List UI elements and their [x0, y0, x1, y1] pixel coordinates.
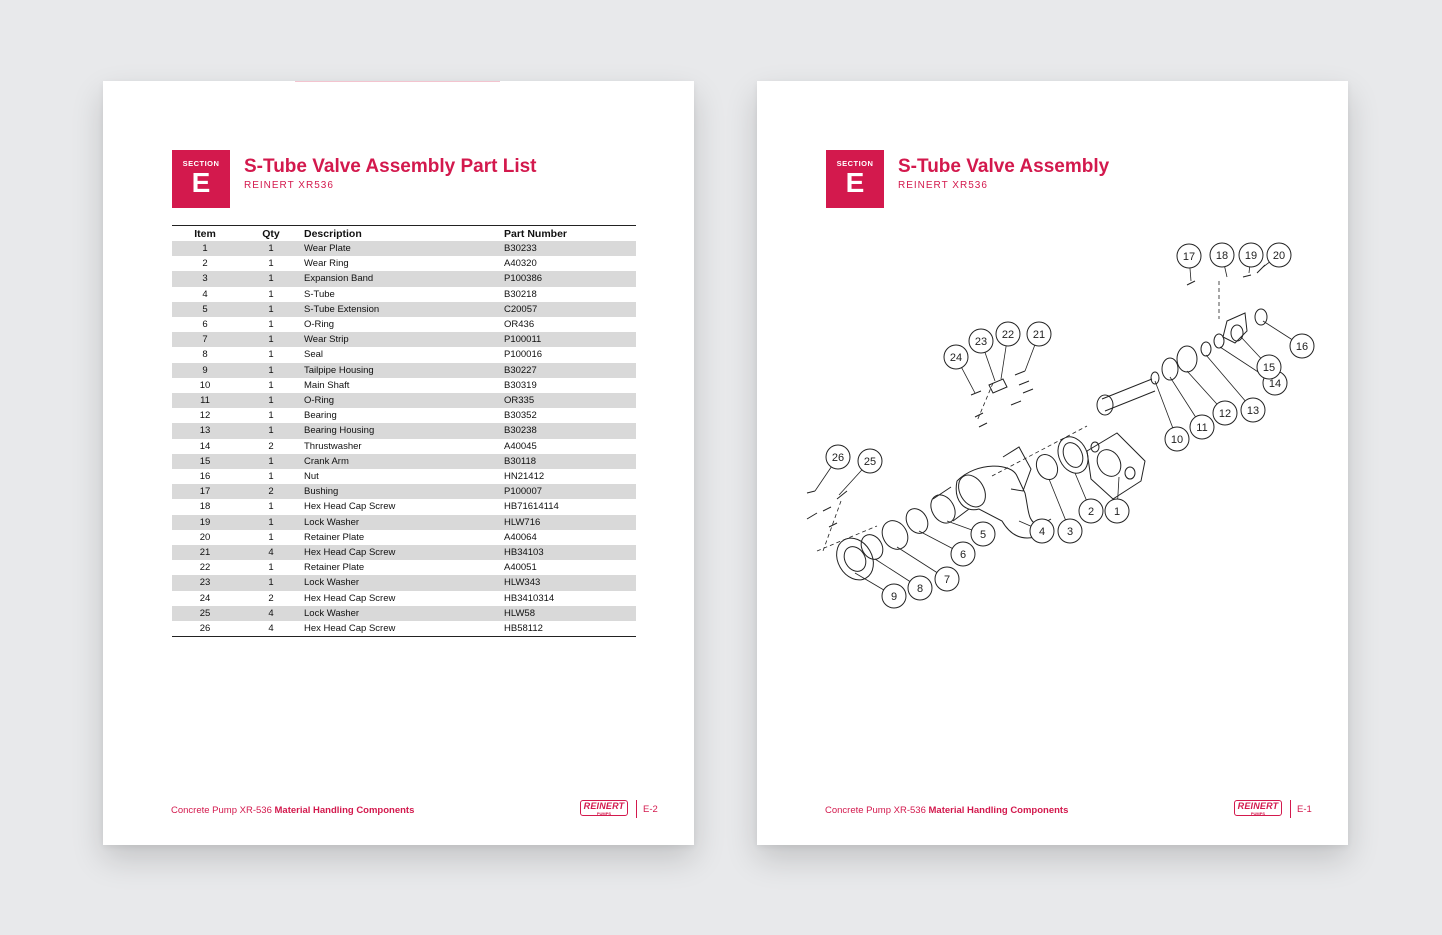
- item-cell: 17: [172, 484, 238, 499]
- footer-bold: Material Handling Components: [274, 805, 415, 816]
- part-number-cell: B30218: [504, 288, 537, 300]
- o-ring-11-shape: [1151, 372, 1159, 384]
- description-cell: Hex Head Cap Screw: [304, 621, 504, 637]
- page-title: S-Tube Valve Assembly: [898, 156, 1110, 177]
- part-number-cell: B30319: [504, 379, 537, 391]
- reinert-logo: [1234, 800, 1282, 816]
- qty-cell: 1: [238, 332, 304, 347]
- logo-text: REINERT: [583, 801, 625, 811]
- item-cell: 21: [172, 545, 238, 560]
- table-row: [172, 469, 636, 484]
- part-number-cell: B30233: [504, 241, 636, 256]
- thrustwasher-shape: [1214, 334, 1224, 348]
- qty-cell: 4: [238, 621, 304, 637]
- hardware-bushing-washers: [1187, 265, 1265, 285]
- part-number-cell: HLW716: [504, 515, 636, 530]
- callout-8: [908, 576, 932, 600]
- exploded-assembly-diagram: [757, 81, 1348, 845]
- callout-number: 15: [1262, 362, 1276, 374]
- callout-11: [1190, 415, 1214, 439]
- column-header-item: Item: [172, 226, 238, 242]
- item-cell: 13: [172, 423, 238, 438]
- description-cell: S-Tube Extension: [304, 302, 504, 317]
- part-number-cell: HLW58: [504, 606, 636, 621]
- footer-bold: Material Handling Components: [928, 805, 1069, 816]
- table-row: [172, 393, 636, 408]
- item-cell: 6: [202, 319, 208, 331]
- callout-17: [1177, 244, 1201, 268]
- description-cell: Thrustwasher: [304, 440, 362, 452]
- part-number-cell: B30227: [504, 363, 636, 378]
- cap-screws-21: [1011, 371, 1033, 405]
- item-cell: 7: [172, 332, 238, 347]
- item-cell: 26: [172, 621, 238, 637]
- qty-cell: 1: [268, 379, 274, 391]
- centerline-shaft: [992, 426, 1087, 476]
- bearing-housing-shape: [1177, 346, 1197, 372]
- section-letter: E: [845, 167, 865, 198]
- qty-cell: 4: [238, 606, 304, 621]
- description-cell: Retainer Plate: [304, 531, 365, 543]
- callout-number: 26: [831, 452, 845, 464]
- callout-10: [1165, 427, 1189, 451]
- part-number-cell: B30352: [504, 410, 537, 422]
- footer-prefix: Concrete Pump XR-536: [825, 805, 929, 816]
- item-cell: 1: [172, 241, 238, 256]
- callout-13: [1241, 398, 1265, 422]
- table-row: [172, 560, 636, 575]
- item-cell: 16: [199, 471, 211, 483]
- qty-cell: 1: [238, 363, 304, 378]
- qty-cell: 1: [238, 454, 304, 469]
- callout-number: 18: [1215, 250, 1229, 262]
- callout-number: 14: [1268, 378, 1282, 390]
- item-cell: 15: [172, 454, 238, 469]
- wear-plate-shape: [1087, 433, 1145, 499]
- part-number-cell: HB71614114: [504, 501, 559, 513]
- table-header-row: [172, 226, 636, 242]
- callout-21: [1027, 322, 1051, 346]
- part-number-cell: A40045: [504, 440, 537, 452]
- callout-19: [1239, 243, 1263, 267]
- item-cell: 19: [172, 515, 238, 530]
- tailpipe-housing-bore: [840, 543, 870, 576]
- table-row: [172, 302, 636, 317]
- column-header-part-number: Part Number: [504, 226, 636, 242]
- main-shaft-shape: [1102, 379, 1155, 411]
- o-ring-6-shape: [902, 505, 932, 538]
- page-part-list: [103, 81, 694, 845]
- qty-cell: 1: [268, 501, 274, 513]
- table-row: [172, 408, 636, 423]
- crank-arm-shape: [1223, 313, 1247, 343]
- callout-7: [935, 567, 959, 591]
- item-cell: 25: [172, 606, 238, 621]
- description-cell: Main Shaft: [304, 379, 350, 391]
- table-row: [172, 363, 636, 378]
- part-number-cell: P100011: [504, 332, 636, 347]
- description-cell: Bushing: [304, 484, 504, 499]
- item-cell: 8: [202, 349, 208, 361]
- footer-prefix: Concrete Pump XR-536: [171, 805, 275, 816]
- description-cell: Lock Washer: [304, 515, 504, 530]
- description-cell: Wear Strip: [304, 332, 504, 347]
- item-cell: 22: [199, 562, 211, 574]
- callout-number: 3: [1066, 526, 1074, 538]
- part-number-cell: C20057: [504, 302, 636, 317]
- column-header-description: Description: [304, 226, 504, 242]
- item-cell: 9: [172, 363, 238, 378]
- callout-number: 22: [1001, 329, 1015, 341]
- qty-cell: 1: [268, 349, 274, 361]
- callout-bubbles: [826, 243, 1314, 608]
- description-cell: O-Ring: [304, 319, 335, 331]
- callout-22: [996, 322, 1020, 346]
- callout-number: 23: [974, 336, 988, 348]
- callout-9: [882, 584, 906, 608]
- column-header-qty: Qty: [238, 226, 304, 242]
- crank-arm-hole: [1231, 325, 1243, 341]
- qty-cell: 1: [268, 562, 274, 574]
- callout-number: 1: [1113, 506, 1121, 518]
- footer-text: [171, 805, 414, 816]
- table-row: [172, 332, 636, 347]
- callout-6: [951, 542, 975, 566]
- table-row: [172, 530, 636, 545]
- callout-5: [971, 522, 995, 546]
- description-cell: Bearing Housing: [304, 423, 504, 438]
- part-number-cell: HLW343: [504, 575, 636, 590]
- callout-number: 20: [1272, 250, 1286, 262]
- description-cell: Nut: [304, 471, 319, 483]
- logo-subtext: PUMPS: [596, 811, 612, 816]
- table-row: [172, 499, 636, 514]
- page-assembly-diagram: [757, 81, 1348, 845]
- parts-table: [172, 225, 636, 637]
- callout-number: 2: [1087, 506, 1095, 518]
- part-number-cell: OR436: [504, 319, 535, 331]
- wear-plate-hole-small: [1091, 442, 1099, 452]
- callout-number: 7: [943, 574, 951, 586]
- qty-cell: 1: [268, 471, 274, 483]
- item-cell: 5: [172, 302, 238, 317]
- qty-cell: 4: [238, 545, 304, 560]
- table-row: [172, 317, 636, 332]
- callout-number: 17: [1182, 251, 1196, 263]
- item-cell: 20: [199, 531, 211, 543]
- qty-cell: 2: [238, 484, 304, 499]
- qty-cell: 1: [238, 515, 304, 530]
- qty-cell: 1: [238, 575, 304, 590]
- qty-cell: 2: [268, 440, 274, 452]
- table-row: [172, 621, 636, 637]
- description-cell: Hex Head Cap Screw: [304, 592, 396, 604]
- screws-and-washers-25-26: [807, 491, 847, 527]
- item-cell: 14: [199, 440, 211, 452]
- callout-15: [1257, 355, 1281, 379]
- callout-2: [1079, 499, 1103, 523]
- section-letter: E: [191, 167, 211, 198]
- item-cell: 3: [172, 271, 238, 286]
- item-cell: 2: [202, 258, 208, 270]
- description-cell: S-Tube: [304, 288, 335, 300]
- section-label: SECTION: [836, 159, 874, 168]
- description-cell: Wear Ring: [304, 258, 349, 270]
- part-number-cell: B30238: [504, 423, 636, 438]
- description-cell: O-Ring: [304, 393, 504, 408]
- part-number-cell: P100007: [504, 484, 636, 499]
- footer-text: [825, 805, 1068, 816]
- section-badge: [172, 150, 230, 208]
- page-subtitle: REINERT XR536: [898, 180, 988, 191]
- table-row: [172, 241, 636, 256]
- reinert-logo: [580, 800, 628, 816]
- callout-1: [1105, 499, 1129, 523]
- callout-number: 9: [890, 591, 898, 603]
- qty-cell: 1: [268, 531, 274, 543]
- description-cell: Tailpipe Housing: [304, 363, 504, 378]
- description-cell: Seal: [304, 349, 324, 361]
- page-top-accent: [295, 81, 500, 82]
- wear-plate-hole-small: [1125, 467, 1135, 479]
- table-row: [172, 271, 636, 286]
- table-row: [172, 423, 636, 438]
- part-number-cell: P100386: [504, 271, 636, 286]
- callout-number: 6: [959, 549, 967, 561]
- callout-number: 10: [1170, 434, 1184, 446]
- table-row: [172, 515, 636, 530]
- callout-number: 8: [916, 583, 924, 595]
- description-cell: Wear Plate: [304, 241, 504, 256]
- parts-table-body: [172, 241, 636, 637]
- description-cell: Expansion Band: [304, 271, 504, 286]
- table-row: [172, 454, 636, 469]
- s-tube-bracket: [1003, 447, 1031, 491]
- description-cell: Retainer Plate: [304, 562, 365, 574]
- table-row: [172, 484, 636, 499]
- qty-cell: 1: [238, 241, 304, 256]
- qty-cell: 1: [268, 288, 274, 300]
- callout-number: 25: [863, 456, 877, 468]
- qty-cell: 1: [268, 258, 274, 270]
- item-cell: 10: [199, 379, 211, 391]
- qty-cell: 1: [238, 302, 304, 317]
- part-number-cell: A40064: [504, 531, 537, 543]
- item-cell: 12: [199, 410, 211, 422]
- item-cell: 4: [202, 288, 208, 300]
- item-cell: 24: [199, 592, 211, 604]
- callout-number: 19: [1244, 250, 1258, 262]
- qty-cell: 1: [238, 393, 304, 408]
- page-number: E-2: [643, 804, 658, 815]
- s-tube-mouth: [953, 470, 991, 511]
- callout-20: [1267, 243, 1291, 267]
- callout-number: 21: [1032, 329, 1046, 341]
- footer-divider: [1290, 800, 1291, 818]
- part-number-cell: OR335: [504, 393, 636, 408]
- page-number: E-1: [1297, 804, 1312, 815]
- description-cell: Hex Head Cap Screw: [304, 501, 396, 513]
- table-row: [172, 378, 636, 393]
- screws-and-washers-18-19-24: [971, 391, 987, 427]
- qty-cell: 1: [268, 410, 274, 422]
- callout-number: 13: [1246, 405, 1260, 417]
- callout-24: [944, 345, 968, 369]
- table-row: [172, 287, 636, 302]
- part-number-cell: HB58112: [504, 621, 636, 637]
- section-label: SECTION: [182, 159, 220, 168]
- item-cell: 11: [172, 393, 238, 408]
- table-row: [172, 591, 636, 606]
- qty-cell: 1: [268, 319, 274, 331]
- description-cell: Lock Washer: [304, 575, 504, 590]
- callout-16: [1290, 334, 1314, 358]
- callout-26: [826, 445, 850, 469]
- page-title: S-Tube Valve Assembly Part List: [244, 156, 537, 177]
- item-cell: 18: [199, 501, 211, 513]
- page-subtitle: REINERT XR536: [244, 180, 334, 191]
- table-row: [172, 545, 636, 560]
- part-number-cell: HN21412: [504, 471, 545, 483]
- callout-23: [969, 329, 993, 353]
- callout-18: [1210, 243, 1234, 267]
- part-number-cell: HB3410314: [504, 592, 555, 604]
- description-cell: Crank Arm: [304, 454, 504, 469]
- callout-12: [1213, 401, 1237, 425]
- table-row: [172, 439, 636, 454]
- qty-cell: 1: [238, 271, 304, 286]
- thrustwasher-shape: [1201, 342, 1211, 356]
- footer-divider: [636, 800, 637, 818]
- s-tube-extension-shape: [926, 491, 960, 528]
- callout-number: 5: [979, 529, 987, 541]
- wear-ring-shape: [1052, 432, 1093, 478]
- expansion-band-shape: [1032, 451, 1061, 483]
- logo-subtext: PUMPS: [1250, 811, 1266, 816]
- tailpipe-housing-shape: [829, 531, 880, 586]
- table-row: [172, 256, 636, 271]
- logo-text: REINERT: [1237, 801, 1279, 811]
- callout-3: [1058, 519, 1082, 543]
- item-cell: 23: [172, 575, 238, 590]
- description-cell: Hex Head Cap Screw: [304, 545, 504, 560]
- table-row: [172, 575, 636, 590]
- callout-number: 4: [1038, 526, 1046, 538]
- table-row: [172, 606, 636, 621]
- part-number-cell: P100016: [504, 349, 543, 361]
- part-number-cell: A40051: [504, 562, 537, 574]
- callout-number: 16: [1295, 341, 1309, 353]
- qty-cell: 1: [238, 423, 304, 438]
- callout-number: 24: [949, 352, 963, 364]
- s-tube-extension-side: [933, 487, 969, 521]
- description-cell: Lock Washer: [304, 606, 504, 621]
- part-number-cell: A40320: [504, 258, 537, 270]
- callout-number: 11: [1196, 422, 1208, 434]
- qty-cell: 2: [268, 592, 274, 604]
- assembly-centerlines: [817, 281, 1219, 551]
- callout-4: [1030, 519, 1054, 543]
- callout-25: [858, 449, 882, 473]
- callout-number: 12: [1218, 408, 1232, 420]
- description-cell: Bearing: [304, 410, 337, 422]
- part-number-cell: HB34103: [504, 545, 636, 560]
- table-row: [172, 347, 636, 362]
- bearing-shape: [1162, 358, 1178, 380]
- part-number-cell: B30118: [504, 454, 636, 469]
